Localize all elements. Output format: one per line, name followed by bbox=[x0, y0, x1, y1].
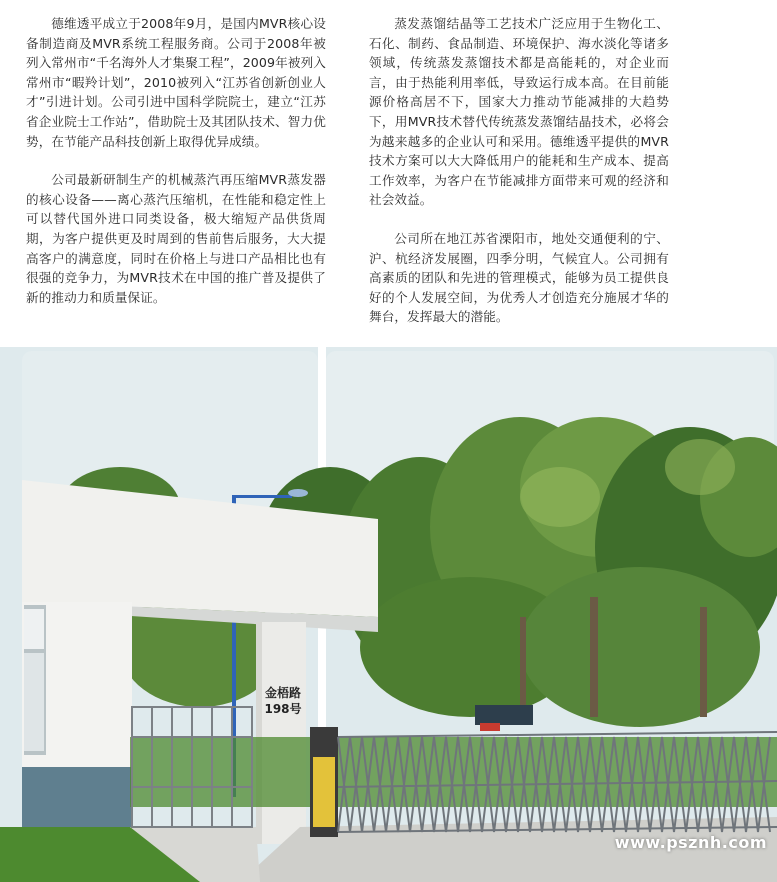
paragraph: 德维透平成立于2008年9月，是国内MVR核心设备制造商及MVR系统工程服务商。公司于2008年被列入常州市“千名海外人才集聚工程”，2009年被列入常州市“暇羚计划”，2010被列入“江苏省创新创业人才”引进计划。公司引进中国科学院院士，建立“江苏省企业院士工作站”，借助院士及其团队技术、智力优势，在节能产品科技创新上取得优异成绩。 bbox=[26, 16, 326, 149]
paragraph: 公司所在地江苏省溧阳市，地处交通便利的宁、沪、杭经济发展圈，四季分明，气候宜人。公司拥有高素质的团队和先进的管理模式，能够为员工提供良好的个人发展空间，为优秀人才创造充分施展才华的舞台，发挥最大的潜能。 bbox=[369, 230, 669, 325]
sign-line-1: 金梧路 bbox=[264, 686, 301, 700]
watermark: www.psznh.com bbox=[614, 833, 767, 852]
paragraph: 公司最新研制生产的机械蒸汽再压缩MVR蒸发器的核心设备——离心蒸汽压缩机，在性能和稳定性上可以替代国外进口同类设备，极大缩短产品供货周期，为客户提供更及时周到的售前售后服务，大大提高客户的满意度，同时在价格上与进口产品相比也有很强的竞争力，为MVR技术在中国的推广普及提供了新的推动力和质量保证。 bbox=[26, 172, 326, 305]
sign-line-2: 198号 bbox=[264, 702, 302, 716]
left-column bbox=[26, 14, 326, 307]
paragraph: 蒸发蒸馏结晶等工艺技术广泛应用于生物化工、石化、制药、食品制造、环境保护、海水淡化等诸多领域，传统蒸发蒸馏技术都是高能耗的，对企业而言，由于热能利用率低，导致运行成本高。在目前能源价格高居不下，国家大力推动节能减排的大趋势下，用MVR技术替代传统蒸发蒸馏结晶技术，必将会为越来越多的企业认可和采用。德维透平提供的MVR技术方案可以大大降低用户的能耗和生产成本、提高工作效率，为客户在节能减排方面带来可观的经济和社会效益。 bbox=[369, 16, 669, 208]
company-gate-photo bbox=[0, 347, 777, 882]
gate-address-sign bbox=[259, 685, 307, 717]
right-column bbox=[369, 14, 669, 327]
